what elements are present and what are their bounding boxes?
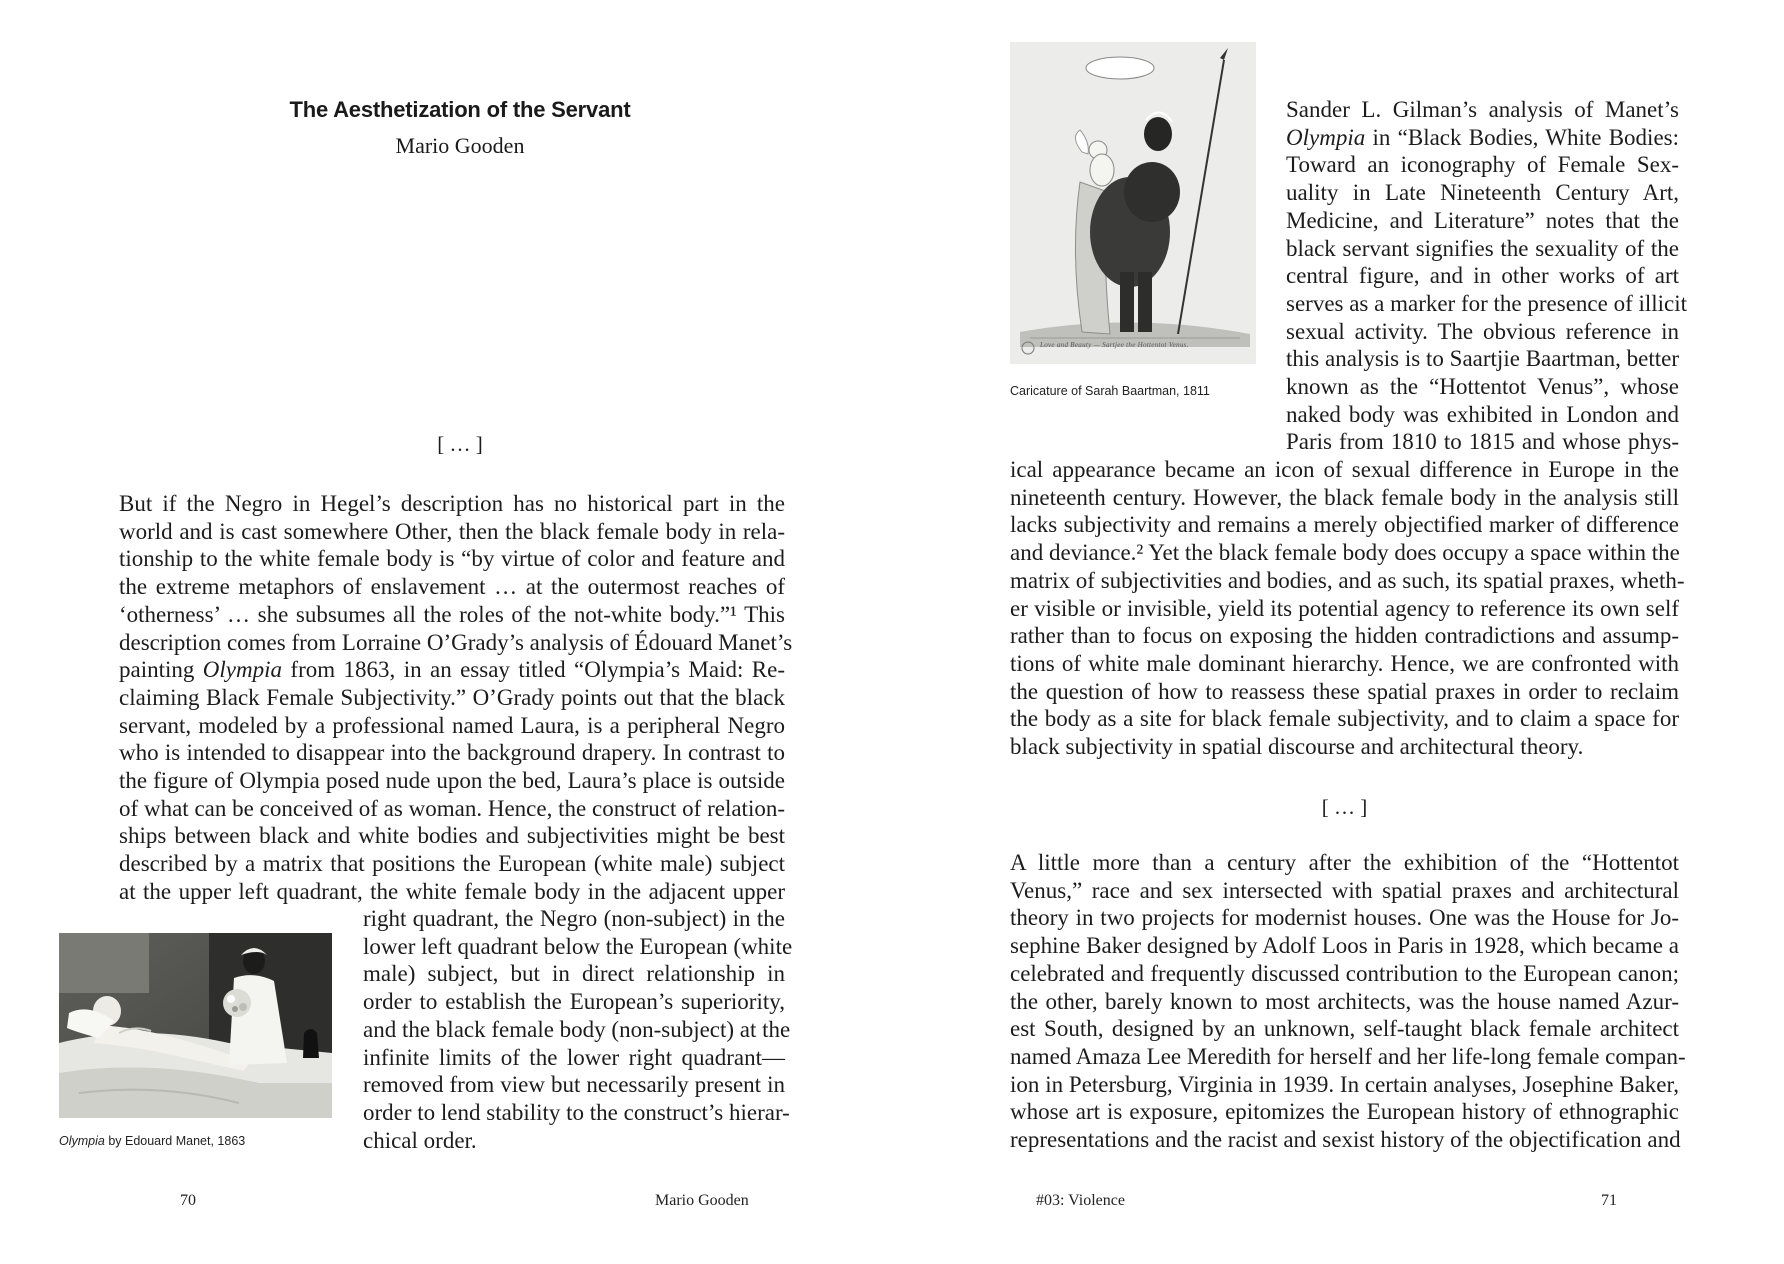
baartman-engraving-illustration [1010,42,1256,364]
text-line: naked body was exhibited in London and [1286,401,1679,427]
text-line: and the black female body (non-subject) at the [363,1016,791,1042]
article-author: Mario Gooden [395,133,525,158]
text-line: est South, designed by an unknown, self-taught black female architect [1010,1016,1679,1042]
text-line: order to lend stability to the construct’s hierar- [363,1099,790,1125]
text-line: the figure of Olympia posed nude upon the bed, Laura’s place is outside [119,768,785,794]
text-line: chical order. [363,1127,477,1153]
text-line: lower left quadrant below the European (white [363,933,793,959]
text-line: Medicine, and Literature” notes that the [1286,207,1679,233]
text-line: right quadrant, the Negro (non-subject) in the [363,906,785,931]
text-line: sexual activity. The obvious reference in [1286,318,1679,344]
text-line: Venus,” race and sex intersected with spatial praxes and architectural [1010,877,1679,903]
text-line: description comes from Lorraine O’Grady’s analysis of Édouard Manet’s [119,629,793,655]
text-line: male) subject, but in direct relationship in [363,961,785,987]
text-line: at the upper left quadrant, the white female body in the adjacent upper [119,878,785,904]
text-line: tions of white male dominant hierarchy. Hence, we are confronted with [1010,650,1679,676]
text-line: the question of how to reassess these spatial praxes in order to reclaim [1010,678,1679,704]
text-line: named Amaza Lee Meredith for herself and her life-long female compan- [1010,1043,1686,1069]
olympia-caption [59,1134,245,1148]
text-line: world and is cast somewhere Other, then the black female body in rela- [119,518,785,544]
text-line: ical appearance became an icon of sexual difference in Europe in the [1010,457,1679,482]
text-line: ‘otherness’ … she subsumes all the roles of the not-white body.”¹ This [119,601,785,627]
text-line: Toward an iconography of Female Sex- [1286,152,1679,178]
text-line: the other, barely known to most architects, was the house named Azur- [1010,988,1679,1014]
olympia-image [59,933,332,1118]
text-line: ion in Petersburg, Virginia in 1939. In certain analyses, Josephine Baker, [1010,1071,1679,1097]
text-line: the body as a site for black female subjectivity, and to claim a space for [1010,706,1679,732]
text-line: of what can be conceived of as woman. Hence, the construct of relation- [119,795,785,821]
text-line: Olympia in “Black Bodies, White Bodies: [1286,124,1679,150]
running-head-right: #03: Violence [1036,1192,1125,1209]
caption-title: Olympia [59,1134,105,1148]
text-line: infinite limits of the lower right quadrant— [363,1044,785,1070]
running-head-left: Mario Gooden [655,1192,749,1209]
text-line: this analysis is to Saartjie Baartman, better [1286,346,1679,372]
text-line: Paris from 1810 to 1815 and whose phys- [1286,429,1679,455]
paragraph-1 [119,490,793,906]
text-line: But if the Negro in Hegel’s description has no historical part in the [119,491,785,516]
paragraph-3 [1010,849,1686,1154]
text-line: described by a matrix that positions the European (white male) subject [119,851,785,877]
text-line: representations and the racist and sexist history of the objectification and [1010,1127,1681,1153]
text-line: theory in two projects for modernist houses. One was the House for Jo- [1010,905,1679,931]
text-line: uality in Late Nineteenth Century Art, [1286,180,1679,206]
text-line: lacks subjectivity and remains a merely objectified marker of difference [1010,512,1679,538]
olympia-painting-illustration [59,933,332,1118]
text-line: black subjectivity in spatial discourse and architectural theory. [1010,734,1584,760]
paragraph-2 [1010,456,1685,761]
paragraph-1-wrap [363,905,793,1154]
text-line: tionship to the white female body is “by virtue of color and feature and [119,546,785,572]
text-line: er visible or invisible, yield its potential agency to reference its own self [1010,595,1679,621]
text-line: who is intended to disappear into the background drapery. In contrast to [119,740,785,766]
caption-text: by Edouard Manet, 1863 [104,1134,246,1148]
text-line: order to establish the European’s superiority, [363,989,785,1015]
text-line: matrix of subjectivities and bodies, and as such, its spatial praxes, wheth- [1010,567,1685,593]
text-line: servant, modeled by a professional named Laura, is a peripheral Negro [119,712,785,738]
text-line: central figure, and in other works of art [1286,263,1679,289]
page-number-right: 71 [1601,1192,1617,1209]
text-line: rather than to focus on exposing the hidden contradictions and assump- [1010,623,1679,649]
text-line: Sander L. Gilman’s analysis of Manet’s [1286,97,1679,122]
baartman-image [1010,42,1256,364]
text-line: known as the “Hottentot Venus”, whose [1286,374,1679,400]
section-ellipsis-right: [ … ] [1321,795,1368,819]
text-line: ships between black and white bodies and subjectivities might be best [119,823,785,849]
text-line: serves as a marker for the presence of illicit [1286,290,1688,316]
article-title: The Aesthetization of the Servant [289,97,631,122]
baartman-caption: Caricature of Sarah Baartman, 1811 [1010,384,1210,398]
text-line: the extreme metaphors of enslavement … at the outermost reaches of [119,574,785,600]
engraving-text: Love and Beauty — Sartjee the Hottentot Venus. [1040,341,1189,349]
text-line: nineteenth century. However, the black female body in the analysis still [1010,484,1679,510]
page-number-left: 70 [180,1192,196,1209]
text-line: black servant signifies the sexuality of the [1286,235,1679,261]
text-line: celebrated and frequently discussed contribution to the European canon; [1010,960,1679,986]
text-line: whose art is exposure, epitomizes the European history of ethnographic [1010,1099,1679,1125]
text-line: claiming Black Female Subjectivity.” O’Grady points out that the black [119,684,785,710]
text-line: and deviance.² Yet the black female body does occupy a space within the [1010,540,1680,566]
section-ellipsis: [ … ] [437,432,483,456]
text-line: A little more than a century after the exhibition of the “Hottentot [1010,850,1679,875]
text-line: removed from view but necessarily present in [363,1072,785,1098]
text-line: painting Olympia from 1863, in an essay titled “Olympia’s Maid: Re- [119,657,785,683]
text-line: sephine Baker designed by Adolf Loos in Paris in 1928, which became a [1010,933,1679,959]
paragraph-2-wrap [1286,96,1688,456]
